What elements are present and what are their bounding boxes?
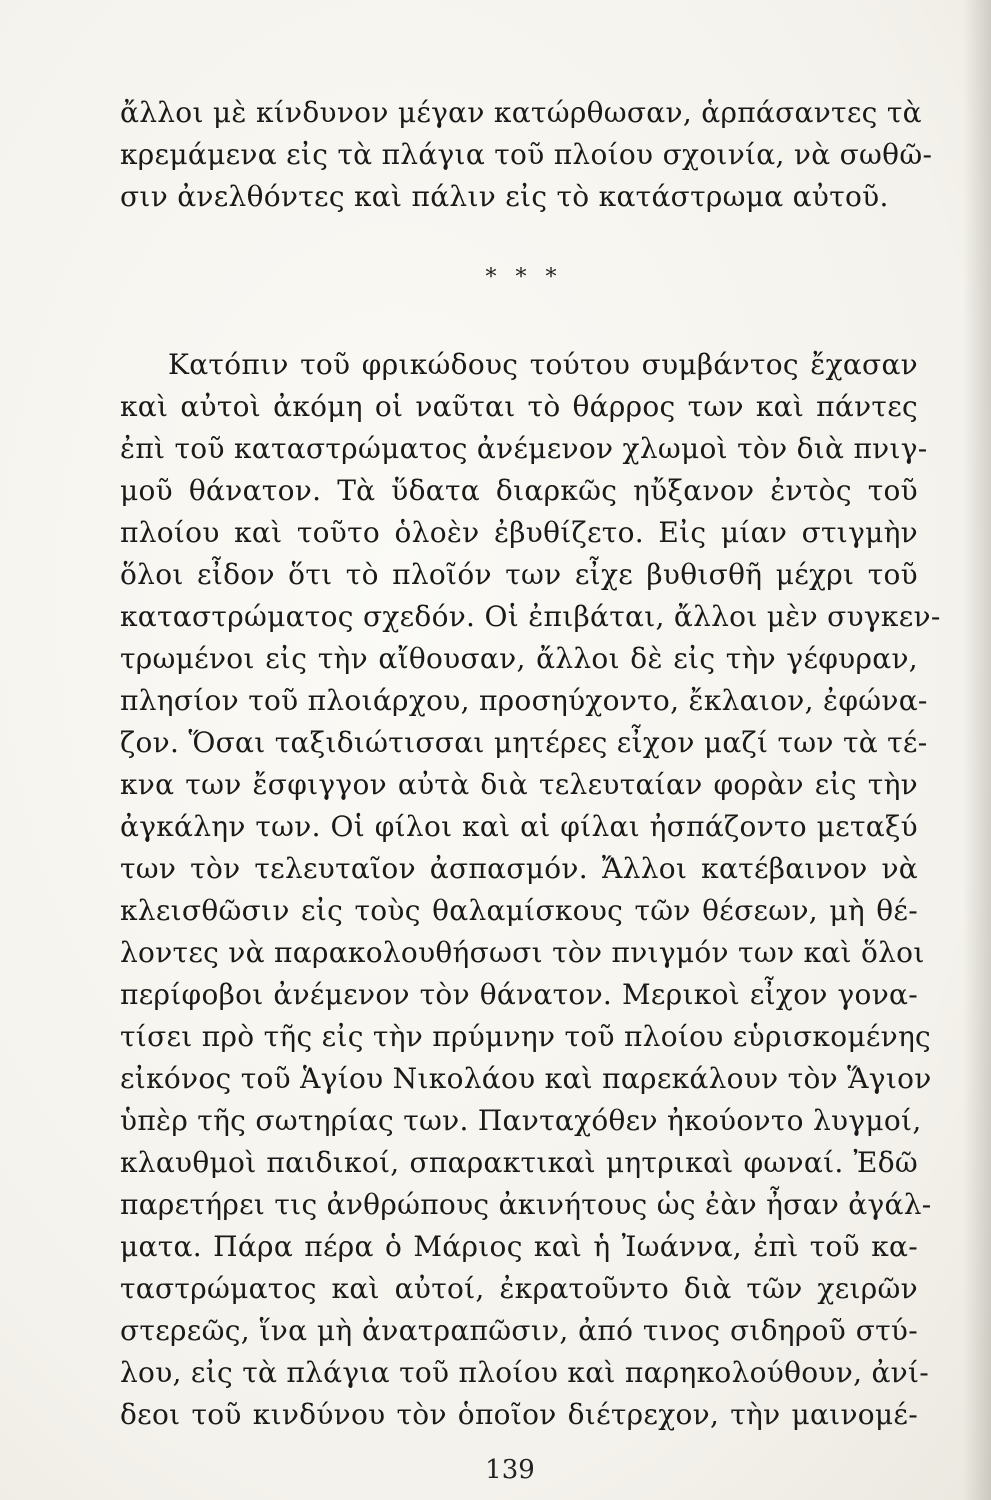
text-line: λου, εἰς τὰ πλάγια τοῦ πλοίου καὶ παρηκολούθουν, ἀνί-: [120, 1356, 930, 1389]
paragraph-continued: [120, 92, 933, 218]
text-line: τρωμένοι εἰς τὴν αἴθουσαν, ἄλλοι δὲ εἰς τὴν γέφυραν,: [120, 642, 918, 675]
text-line: κλεισθῶσιν εἰς τοὺς θαλαμίσκους τῶν θέσεων, μὴ θέ-: [120, 894, 918, 927]
text-line: ἐπὶ τοῦ καταστρώματος ἀνέμενον χλωμοὶ τὸν διὰ πνιγ-: [120, 432, 928, 465]
section-separator: * * *: [485, 265, 563, 290]
text-line: ὑπὲρ τῆς σωτηρίας των. Πανταχόθεν ἠκούοντο λυγμοί,: [120, 1104, 922, 1137]
text-line: μοῦ θάνατον. Τὰ ὕδατα διαρκῶς ηὔξανον ἐντὸς τοῦ: [120, 474, 918, 507]
text-line: λοντες νὰ παρακολουθήσωσι τὸν πνιγμόν των καὶ ὅλοι: [120, 936, 925, 969]
text-line: δεοι τοῦ κινδύνου τὸν ὁποῖον διέτρεχον, τὴν μαινομέ-: [120, 1398, 918, 1431]
text-line: τίσει πρὸ τῆς εἰς τὴν πρύμνην τοῦ πλοίου εὑρισκομένης: [120, 1020, 932, 1053]
text-line: εἰκόνος τοῦ Ἁγίου Νικολάου καὶ παρεκάλουν τὸν Ἅγιον: [120, 1062, 932, 1095]
text-line: πλησίον τοῦ πλοιάρχου, προσηύχοντο, ἔκλαιον, ἐφώνα-: [120, 684, 928, 717]
paragraph-main: [120, 344, 941, 1436]
text-line: καταστρώματος σχεδόν. Οἱ ἐπιβάται, ἄλλοι μὲν συγκεν-: [120, 600, 941, 633]
text-line: κλαυθμοὶ παιδικοί, σπαρακτικαὶ μητρικαὶ φωναί. Ἐδῶ: [120, 1146, 918, 1179]
text-line: σιν ἀνελθόντες καὶ πάλιν εἰς τὸ κατάστρωμα αὐτοῦ.: [120, 180, 889, 213]
text-line: Κατόπιν τοῦ φρικώδους τούτου συμβάντος ἔχασαν: [168, 348, 918, 381]
text-line: καὶ αὐτοὶ ἀκόμη οἱ ναῦται τὸ θάρρος των καὶ πάντες: [120, 390, 918, 423]
page-number: 139: [485, 1455, 535, 1485]
text-line: ταστρώματος καὶ αὐτοί, ἐκρατοῦντο διὰ τῶν χειρῶν: [120, 1272, 918, 1305]
text-line: κρεμάμενα εἰς τὰ πλάγια τοῦ πλοίου σχοινία, νὰ σωθῶ-: [120, 138, 933, 171]
text-line: ζον. Ὅσαι ταξιδιώτισσαι μητέρες εἶχον μαζί των τὰ τέ-: [120, 726, 928, 759]
text-line: ἄλλοι μὲ κίνδυνον μέγαν κατώρθωσαν, ἁρπάσαντες τὰ: [120, 96, 922, 129]
text-line: πλοίου καὶ τοῦτο ὁλοὲν ἐβυθίζετο. Εἰς μίαν στιγμὴν: [120, 516, 918, 549]
text-line: ὅλοι εἶδον ὅτι τὸ πλοῖόν των εἶχε βυθισθῆ μέχρι τοῦ: [120, 558, 918, 591]
text-line: στερεῶς, ἵνα μὴ ἀνατραπῶσιν, ἀπό τινος σιδηροῦ στύ-: [120, 1314, 918, 1347]
text-line: ἀγκάλην των. Οἱ φίλοι καὶ αἱ φίλαι ἠσπάζοντο μεταξύ: [120, 810, 918, 843]
text-line: κνα των ἔσφιγγον αὐτὰ διὰ τελευταίαν φορὰν εἰς τὴν: [120, 768, 918, 801]
text-line: παρετήρει τις ἀνθρώπους ἀκινήτους ὡς ἐὰν ἦσαν ἀγάλ-: [120, 1188, 932, 1221]
text-line: ματα. Πάρα πέρα ὁ Μάριος καὶ ἡ Ἰωάννα, ἐπὶ τοῦ κα-: [120, 1230, 918, 1263]
text-line: περίφοβοι ἀνέμενον τὸν θάνατον. Μερικοὶ εἶχον γονα-: [120, 978, 918, 1011]
page-edge-shadow: [963, 0, 991, 1500]
text-line: των τὸν τελευταῖον ἀσπασμόν. Ἄλλοι κατέβαινον νὰ: [120, 852, 918, 885]
